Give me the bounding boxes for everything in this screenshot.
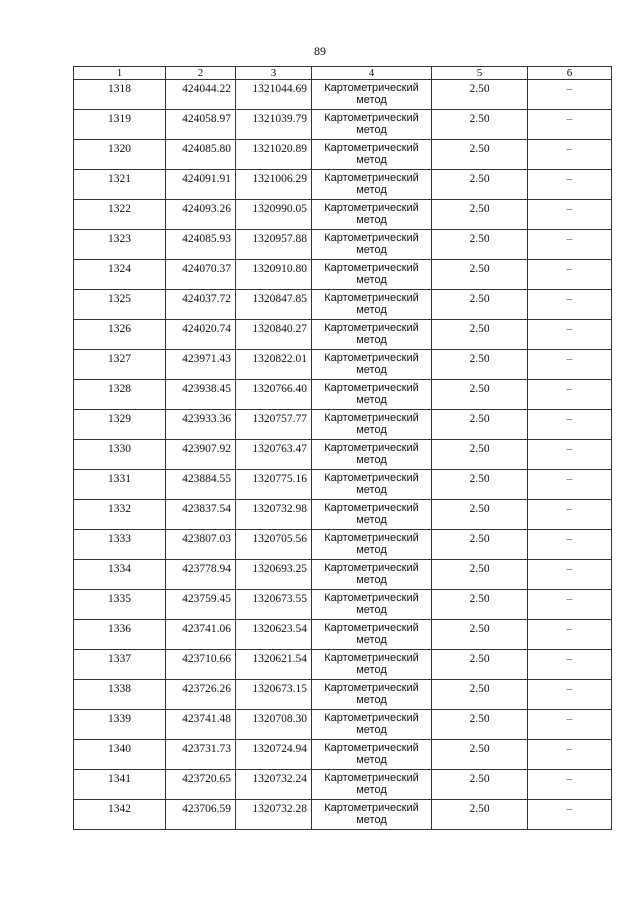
note-cell: – <box>528 290 612 320</box>
method-cell <box>312 410 432 440</box>
x-coordinate-cell: 423759.45 <box>166 590 236 620</box>
point-number-cell: 1324 <box>74 260 166 290</box>
method-cell <box>312 260 432 290</box>
method-line-2: метод <box>356 694 387 706</box>
method-line-2: метод <box>356 184 387 196</box>
point-number-cell: 1338 <box>74 680 166 710</box>
method-cell <box>312 800 432 830</box>
method-line-1: Картометрический <box>324 262 419 274</box>
column-header: 1 <box>74 67 166 80</box>
method-cell <box>312 770 432 800</box>
accuracy-cell: 2.50 <box>432 740 528 770</box>
note-cell: – <box>528 590 612 620</box>
note-cell: – <box>528 500 612 530</box>
table-row <box>74 620 612 650</box>
note-cell: – <box>528 620 612 650</box>
method-cell <box>312 320 432 350</box>
x-coordinate-cell: 424058.97 <box>166 110 236 140</box>
method-line-1: Картометрический <box>324 622 419 634</box>
table-header-row <box>74 67 612 80</box>
method-line-1: Картометрический <box>324 172 419 184</box>
method-cell <box>312 470 432 500</box>
column-header: 3 <box>236 67 312 80</box>
x-coordinate-cell: 423907.92 <box>166 440 236 470</box>
note-cell: – <box>528 80 612 110</box>
x-coordinate-cell: 423837.54 <box>166 500 236 530</box>
y-coordinate-cell: 1320957.88 <box>236 230 312 260</box>
point-number-cell: 1339 <box>74 710 166 740</box>
table-row <box>74 290 612 320</box>
x-coordinate-cell: 423741.48 <box>166 710 236 740</box>
note-cell: – <box>528 740 612 770</box>
method-line-1: Картометрический <box>324 592 419 604</box>
method-line-2: метод <box>356 514 387 526</box>
method-cell <box>312 440 432 470</box>
method-line-1: Картометрический <box>324 772 419 784</box>
method-line-2: метод <box>356 334 387 346</box>
y-coordinate-cell: 1320705.56 <box>236 530 312 560</box>
method-line-2: метод <box>356 484 387 496</box>
column-header: 6 <box>528 67 612 80</box>
method-line-1: Картометрический <box>324 202 419 214</box>
point-number-cell: 1342 <box>74 800 166 830</box>
method-line-1: Картометрический <box>324 502 419 514</box>
x-coordinate-cell: 424091.91 <box>166 170 236 200</box>
y-coordinate-cell: 1320847.85 <box>236 290 312 320</box>
method-cell <box>312 380 432 410</box>
x-coordinate-cell: 423884.55 <box>166 470 236 500</box>
method-cell <box>312 230 432 260</box>
y-coordinate-cell: 1320673.15 <box>236 680 312 710</box>
point-number-cell: 1331 <box>74 470 166 500</box>
note-cell: – <box>528 530 612 560</box>
accuracy-cell: 2.50 <box>432 410 528 440</box>
accuracy-cell: 2.50 <box>432 710 528 740</box>
note-cell: – <box>528 410 612 440</box>
y-coordinate-cell: 1320693.25 <box>236 560 312 590</box>
note-cell: – <box>528 260 612 290</box>
method-line-1: Картометрический <box>324 682 419 694</box>
method-line-2: метод <box>356 364 387 376</box>
accuracy-cell: 2.50 <box>432 500 528 530</box>
accuracy-cell: 2.50 <box>432 320 528 350</box>
accuracy-cell: 2.50 <box>432 200 528 230</box>
point-number-cell: 1325 <box>74 290 166 320</box>
table-row <box>74 200 612 230</box>
method-line-1: Картометрический <box>324 532 419 544</box>
method-cell <box>312 620 432 650</box>
table-row <box>74 500 612 530</box>
accuracy-cell: 2.50 <box>432 380 528 410</box>
table-row <box>74 590 612 620</box>
point-number-cell: 1329 <box>74 410 166 440</box>
accuracy-cell: 2.50 <box>432 650 528 680</box>
note-cell: – <box>528 650 612 680</box>
y-coordinate-cell: 1321044.69 <box>236 80 312 110</box>
point-number-cell: 1323 <box>74 230 166 260</box>
table-row <box>74 560 612 590</box>
y-coordinate-cell: 1321020.89 <box>236 140 312 170</box>
y-coordinate-cell: 1320763.47 <box>236 440 312 470</box>
method-line-2: метод <box>356 664 387 676</box>
point-number-cell: 1341 <box>74 770 166 800</box>
table-row <box>74 80 612 110</box>
method-cell <box>312 530 432 560</box>
x-coordinate-cell: 424093.26 <box>166 200 236 230</box>
method-line-1: Картометрический <box>324 322 419 334</box>
table-row <box>74 410 612 440</box>
method-line-1: Картометрический <box>324 472 419 484</box>
accuracy-cell: 2.50 <box>432 140 528 170</box>
point-number-cell: 1330 <box>74 440 166 470</box>
method-line-1: Картометрический <box>324 802 419 814</box>
method-cell <box>312 200 432 230</box>
y-coordinate-cell: 1320775.16 <box>236 470 312 500</box>
method-line-2: метод <box>356 784 387 796</box>
x-coordinate-cell: 424037.72 <box>166 290 236 320</box>
method-line-2: метод <box>356 274 387 286</box>
method-line-2: метод <box>356 574 387 586</box>
y-coordinate-cell: 1320621.54 <box>236 650 312 680</box>
method-cell <box>312 140 432 170</box>
point-number-cell: 1328 <box>74 380 166 410</box>
method-line-2: метод <box>356 544 387 556</box>
column-header: 2 <box>166 67 236 80</box>
accuracy-cell: 2.50 <box>432 350 528 380</box>
method-cell <box>312 500 432 530</box>
y-coordinate-cell: 1320732.24 <box>236 770 312 800</box>
note-cell: – <box>528 110 612 140</box>
table-row <box>74 350 612 380</box>
point-number-cell: 1322 <box>74 200 166 230</box>
method-cell <box>312 170 432 200</box>
point-number-cell: 1318 <box>74 80 166 110</box>
x-coordinate-cell: 424070.37 <box>166 260 236 290</box>
x-coordinate-cell: 423807.03 <box>166 530 236 560</box>
y-coordinate-cell: 1320766.40 <box>236 380 312 410</box>
table-row <box>74 710 612 740</box>
accuracy-cell: 2.50 <box>432 470 528 500</box>
note-cell: – <box>528 320 612 350</box>
note-cell: – <box>528 800 612 830</box>
note-cell: – <box>528 710 612 740</box>
method-line-2: метод <box>356 394 387 406</box>
method-line-1: Картометрический <box>324 82 419 94</box>
y-coordinate-cell: 1320910.80 <box>236 260 312 290</box>
accuracy-cell: 2.50 <box>432 290 528 320</box>
method-line-1: Картометрический <box>324 112 419 124</box>
y-coordinate-cell: 1320757.77 <box>236 410 312 440</box>
y-coordinate-cell: 1320724.94 <box>236 740 312 770</box>
column-header: 5 <box>432 67 528 80</box>
y-coordinate-cell: 1321006.29 <box>236 170 312 200</box>
y-coordinate-cell: 1321039.79 <box>236 110 312 140</box>
table-row <box>74 800 612 830</box>
point-number-cell: 1335 <box>74 590 166 620</box>
y-coordinate-cell: 1320840.27 <box>236 320 312 350</box>
note-cell: – <box>528 770 612 800</box>
table-row <box>74 680 612 710</box>
method-line-1: Картометрический <box>324 352 419 364</box>
table-row <box>74 650 612 680</box>
note-cell: – <box>528 380 612 410</box>
method-line-2: метод <box>356 424 387 436</box>
method-line-2: метод <box>356 604 387 616</box>
page-number: 89 <box>314 44 326 58</box>
x-coordinate-cell: 424044.22 <box>166 80 236 110</box>
column-header: 4 <box>312 67 432 80</box>
method-line-2: метод <box>356 634 387 646</box>
accuracy-cell: 2.50 <box>432 620 528 650</box>
accuracy-cell: 2.50 <box>432 170 528 200</box>
method-line-1: Картометрический <box>324 142 419 154</box>
method-line-2: метод <box>356 724 387 736</box>
coordinates-table <box>73 66 612 830</box>
x-coordinate-cell: 423706.59 <box>166 800 236 830</box>
note-cell: – <box>528 230 612 260</box>
method-line-1: Картометрический <box>324 412 419 424</box>
accuracy-cell: 2.50 <box>432 440 528 470</box>
table-row <box>74 260 612 290</box>
table-row <box>74 470 612 500</box>
method-line-1: Картометрический <box>324 442 419 454</box>
y-coordinate-cell: 1320623.54 <box>236 620 312 650</box>
accuracy-cell: 2.50 <box>432 260 528 290</box>
accuracy-cell: 2.50 <box>432 110 528 140</box>
method-cell <box>312 740 432 770</box>
y-coordinate-cell: 1320732.98 <box>236 500 312 530</box>
point-number-cell: 1336 <box>74 620 166 650</box>
method-line-2: метод <box>356 754 387 766</box>
table-row <box>74 740 612 770</box>
x-coordinate-cell: 423971.43 <box>166 350 236 380</box>
y-coordinate-cell: 1320708.30 <box>236 710 312 740</box>
method-line-1: Картометрический <box>324 712 419 724</box>
x-coordinate-cell: 423731.73 <box>166 740 236 770</box>
x-coordinate-cell: 424020.74 <box>166 320 236 350</box>
point-number-cell: 1321 <box>74 170 166 200</box>
x-coordinate-cell: 423933.36 <box>166 410 236 440</box>
x-coordinate-cell: 424085.80 <box>166 140 236 170</box>
table-row <box>74 770 612 800</box>
method-line-1: Картометрический <box>324 382 419 394</box>
x-coordinate-cell: 423778.94 <box>166 560 236 590</box>
method-line-2: метод <box>356 94 387 106</box>
method-line-1: Картометрический <box>324 742 419 754</box>
method-line-2: метод <box>356 244 387 256</box>
note-cell: – <box>528 140 612 170</box>
y-coordinate-cell: 1320822.01 <box>236 350 312 380</box>
accuracy-cell: 2.50 <box>432 530 528 560</box>
method-line-1: Картометрический <box>324 292 419 304</box>
table-row <box>74 380 612 410</box>
x-coordinate-cell: 423741.06 <box>166 620 236 650</box>
method-cell <box>312 590 432 620</box>
y-coordinate-cell: 1320673.55 <box>236 590 312 620</box>
point-number-cell: 1333 <box>74 530 166 560</box>
note-cell: – <box>528 470 612 500</box>
note-cell: – <box>528 170 612 200</box>
method-cell <box>312 80 432 110</box>
method-cell <box>312 560 432 590</box>
point-number-cell: 1320 <box>74 140 166 170</box>
table-row <box>74 230 612 260</box>
method-cell <box>312 290 432 320</box>
table-body <box>74 80 612 830</box>
method-cell <box>312 650 432 680</box>
point-number-cell: 1337 <box>74 650 166 680</box>
method-line-2: метод <box>356 124 387 136</box>
method-cell <box>312 680 432 710</box>
accuracy-cell: 2.50 <box>432 80 528 110</box>
accuracy-cell: 2.50 <box>432 590 528 620</box>
point-number-cell: 1332 <box>74 500 166 530</box>
note-cell: – <box>528 200 612 230</box>
method-cell <box>312 350 432 380</box>
method-line-1: Картометрический <box>324 232 419 244</box>
table-row <box>74 140 612 170</box>
table-row <box>74 110 612 140</box>
method-cell <box>312 710 432 740</box>
point-number-cell: 1340 <box>74 740 166 770</box>
point-number-cell: 1326 <box>74 320 166 350</box>
x-coordinate-cell: 423726.26 <box>166 680 236 710</box>
method-line-1: Картометрический <box>324 652 419 664</box>
point-number-cell: 1319 <box>74 110 166 140</box>
point-number-cell: 1334 <box>74 560 166 590</box>
method-line-2: метод <box>356 214 387 226</box>
accuracy-cell: 2.50 <box>432 680 528 710</box>
x-coordinate-cell: 423938.45 <box>166 380 236 410</box>
method-cell <box>312 110 432 140</box>
accuracy-cell: 2.50 <box>432 230 528 260</box>
table-row <box>74 530 612 560</box>
method-line-2: метод <box>356 454 387 466</box>
method-line-1: Картометрический <box>324 562 419 574</box>
y-coordinate-cell: 1320990.05 <box>236 200 312 230</box>
table-row <box>74 440 612 470</box>
note-cell: – <box>528 350 612 380</box>
y-coordinate-cell: 1320732.28 <box>236 800 312 830</box>
accuracy-cell: 2.50 <box>432 770 528 800</box>
accuracy-cell: 2.50 <box>432 800 528 830</box>
table-row <box>74 170 612 200</box>
point-number-cell: 1327 <box>74 350 166 380</box>
x-coordinate-cell: 423710.66 <box>166 650 236 680</box>
x-coordinate-cell: 424085.93 <box>166 230 236 260</box>
x-coordinate-cell: 423720.65 <box>166 770 236 800</box>
method-line-2: метод <box>356 304 387 316</box>
table-row <box>74 320 612 350</box>
method-line-2: метод <box>356 154 387 166</box>
method-line-2: метод <box>356 814 387 826</box>
note-cell: – <box>528 680 612 710</box>
accuracy-cell: 2.50 <box>432 560 528 590</box>
note-cell: – <box>528 560 612 590</box>
note-cell: – <box>528 440 612 470</box>
